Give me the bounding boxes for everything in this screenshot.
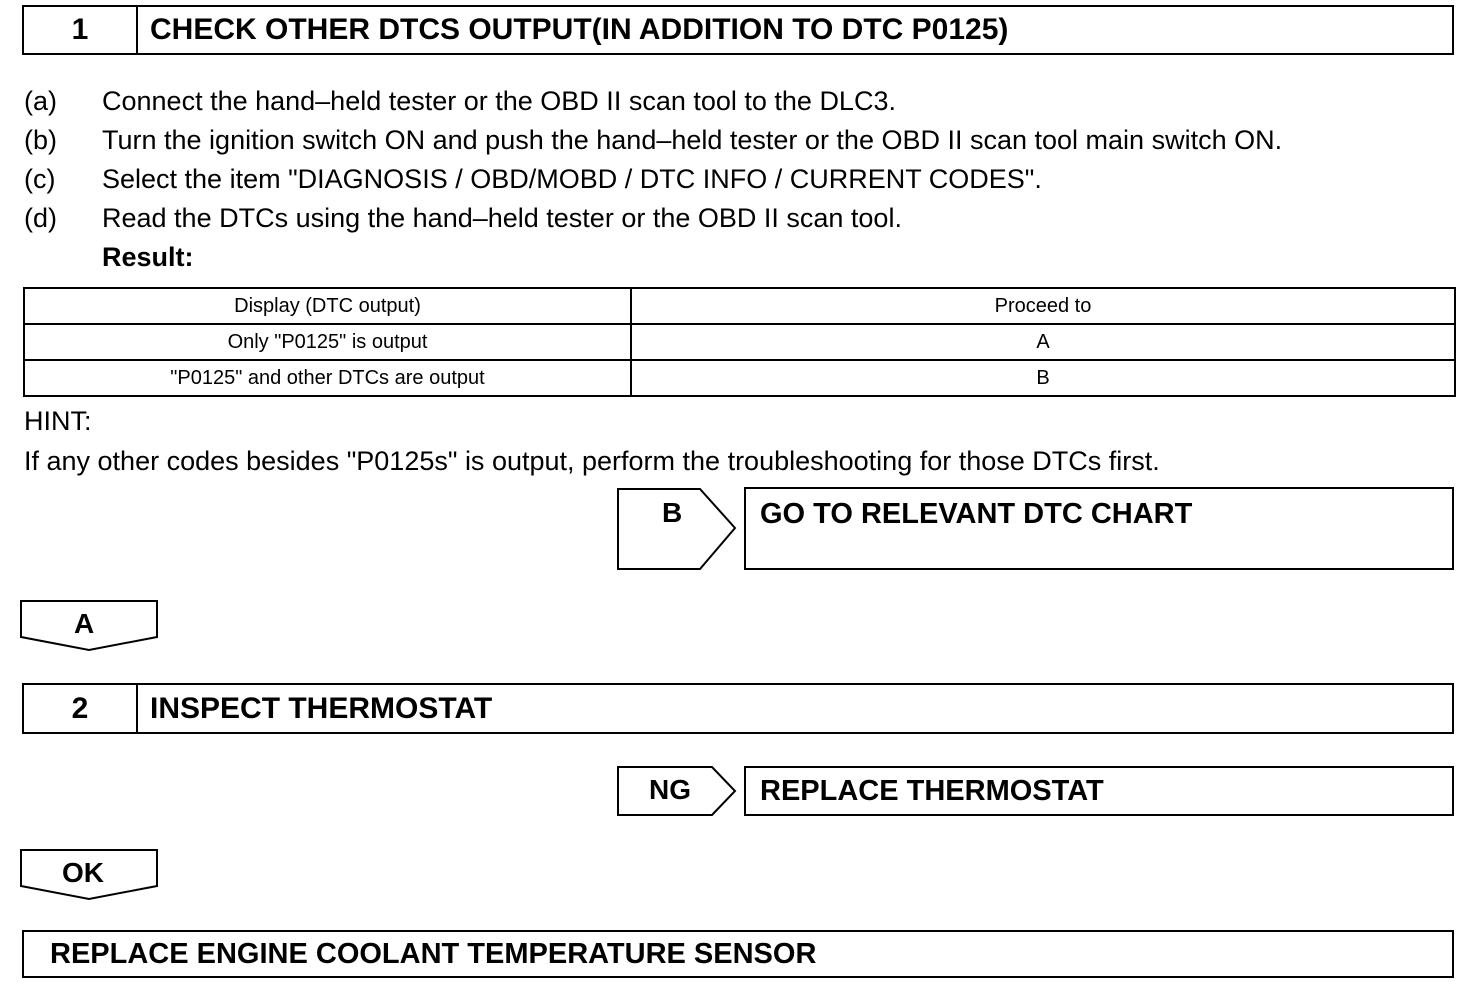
- hint-label: HINT:: [24, 406, 92, 436]
- instruction-label: (c): [24, 163, 56, 194]
- table-row: [24, 360, 1455, 396]
- instruction-text: Read the DTCs using the hand–held tester or the OBD II scan tool.: [102, 202, 902, 233]
- step-number: 1: [24, 7, 138, 53]
- table-cell: Only "P0125" is output: [24, 324, 631, 360]
- step-number: 2: [24, 685, 138, 732]
- table-header: Proceed to: [631, 288, 1455, 324]
- table-row: [24, 324, 1455, 360]
- result-table: [23, 287, 1456, 397]
- instruction-b: [24, 122, 1464, 158]
- step-1-header: [22, 5, 1454, 55]
- branch-ng-action: REPLACE THERMOSTAT: [744, 766, 1454, 816]
- branch-ng-label: NG: [649, 774, 691, 805]
- branch-b-label: B: [662, 497, 683, 528]
- instruction-c: [24, 161, 1464, 197]
- instruction-a: [24, 83, 1464, 119]
- result-label: Result:: [102, 242, 194, 272]
- branch-b-action: GO TO RELEVANT DTC CHART: [744, 487, 1454, 570]
- table-cell: B: [631, 360, 1455, 396]
- final-action: REPLACE ENGINE COOLANT TEMPERATURE SENSOR: [22, 930, 1454, 978]
- instruction-label: (d): [24, 202, 57, 233]
- instruction-d: [24, 200, 1464, 236]
- hint-text: If any other codes besides "P0125s" is output, perform the troubleshooting for those DTCs first.: [24, 446, 1160, 476]
- branch-a-label: A: [74, 608, 95, 639]
- instruction-text: Select the item "DIAGNOSIS / OBD/MOBD / DTC INFO / CURRENT CODES".: [102, 163, 1042, 194]
- instruction-text: Connect the hand–held tester or the OBD II scan tool to the DLC3.: [102, 85, 896, 116]
- instruction-label: (b): [24, 124, 57, 155]
- step-title: CHECK OTHER DTCS OUTPUT(IN ADDITION TO DTC P0125): [150, 13, 1009, 46]
- instruction-text: Turn the ignition switch ON and push the hand–held tester or the OBD II scan tool main switch ON.: [102, 124, 1283, 155]
- table-cell: "P0125" and other DTCs are output: [24, 360, 631, 396]
- step-title: INSPECT THERMOSTAT: [150, 691, 493, 725]
- table-cell: A: [631, 324, 1455, 360]
- table-header: Display (DTC output): [24, 288, 631, 324]
- table-header-row: [24, 288, 1455, 324]
- instruction-label: (a): [24, 85, 57, 116]
- branch-ok-label: OK: [62, 857, 104, 888]
- step-2-header: [22, 683, 1454, 734]
